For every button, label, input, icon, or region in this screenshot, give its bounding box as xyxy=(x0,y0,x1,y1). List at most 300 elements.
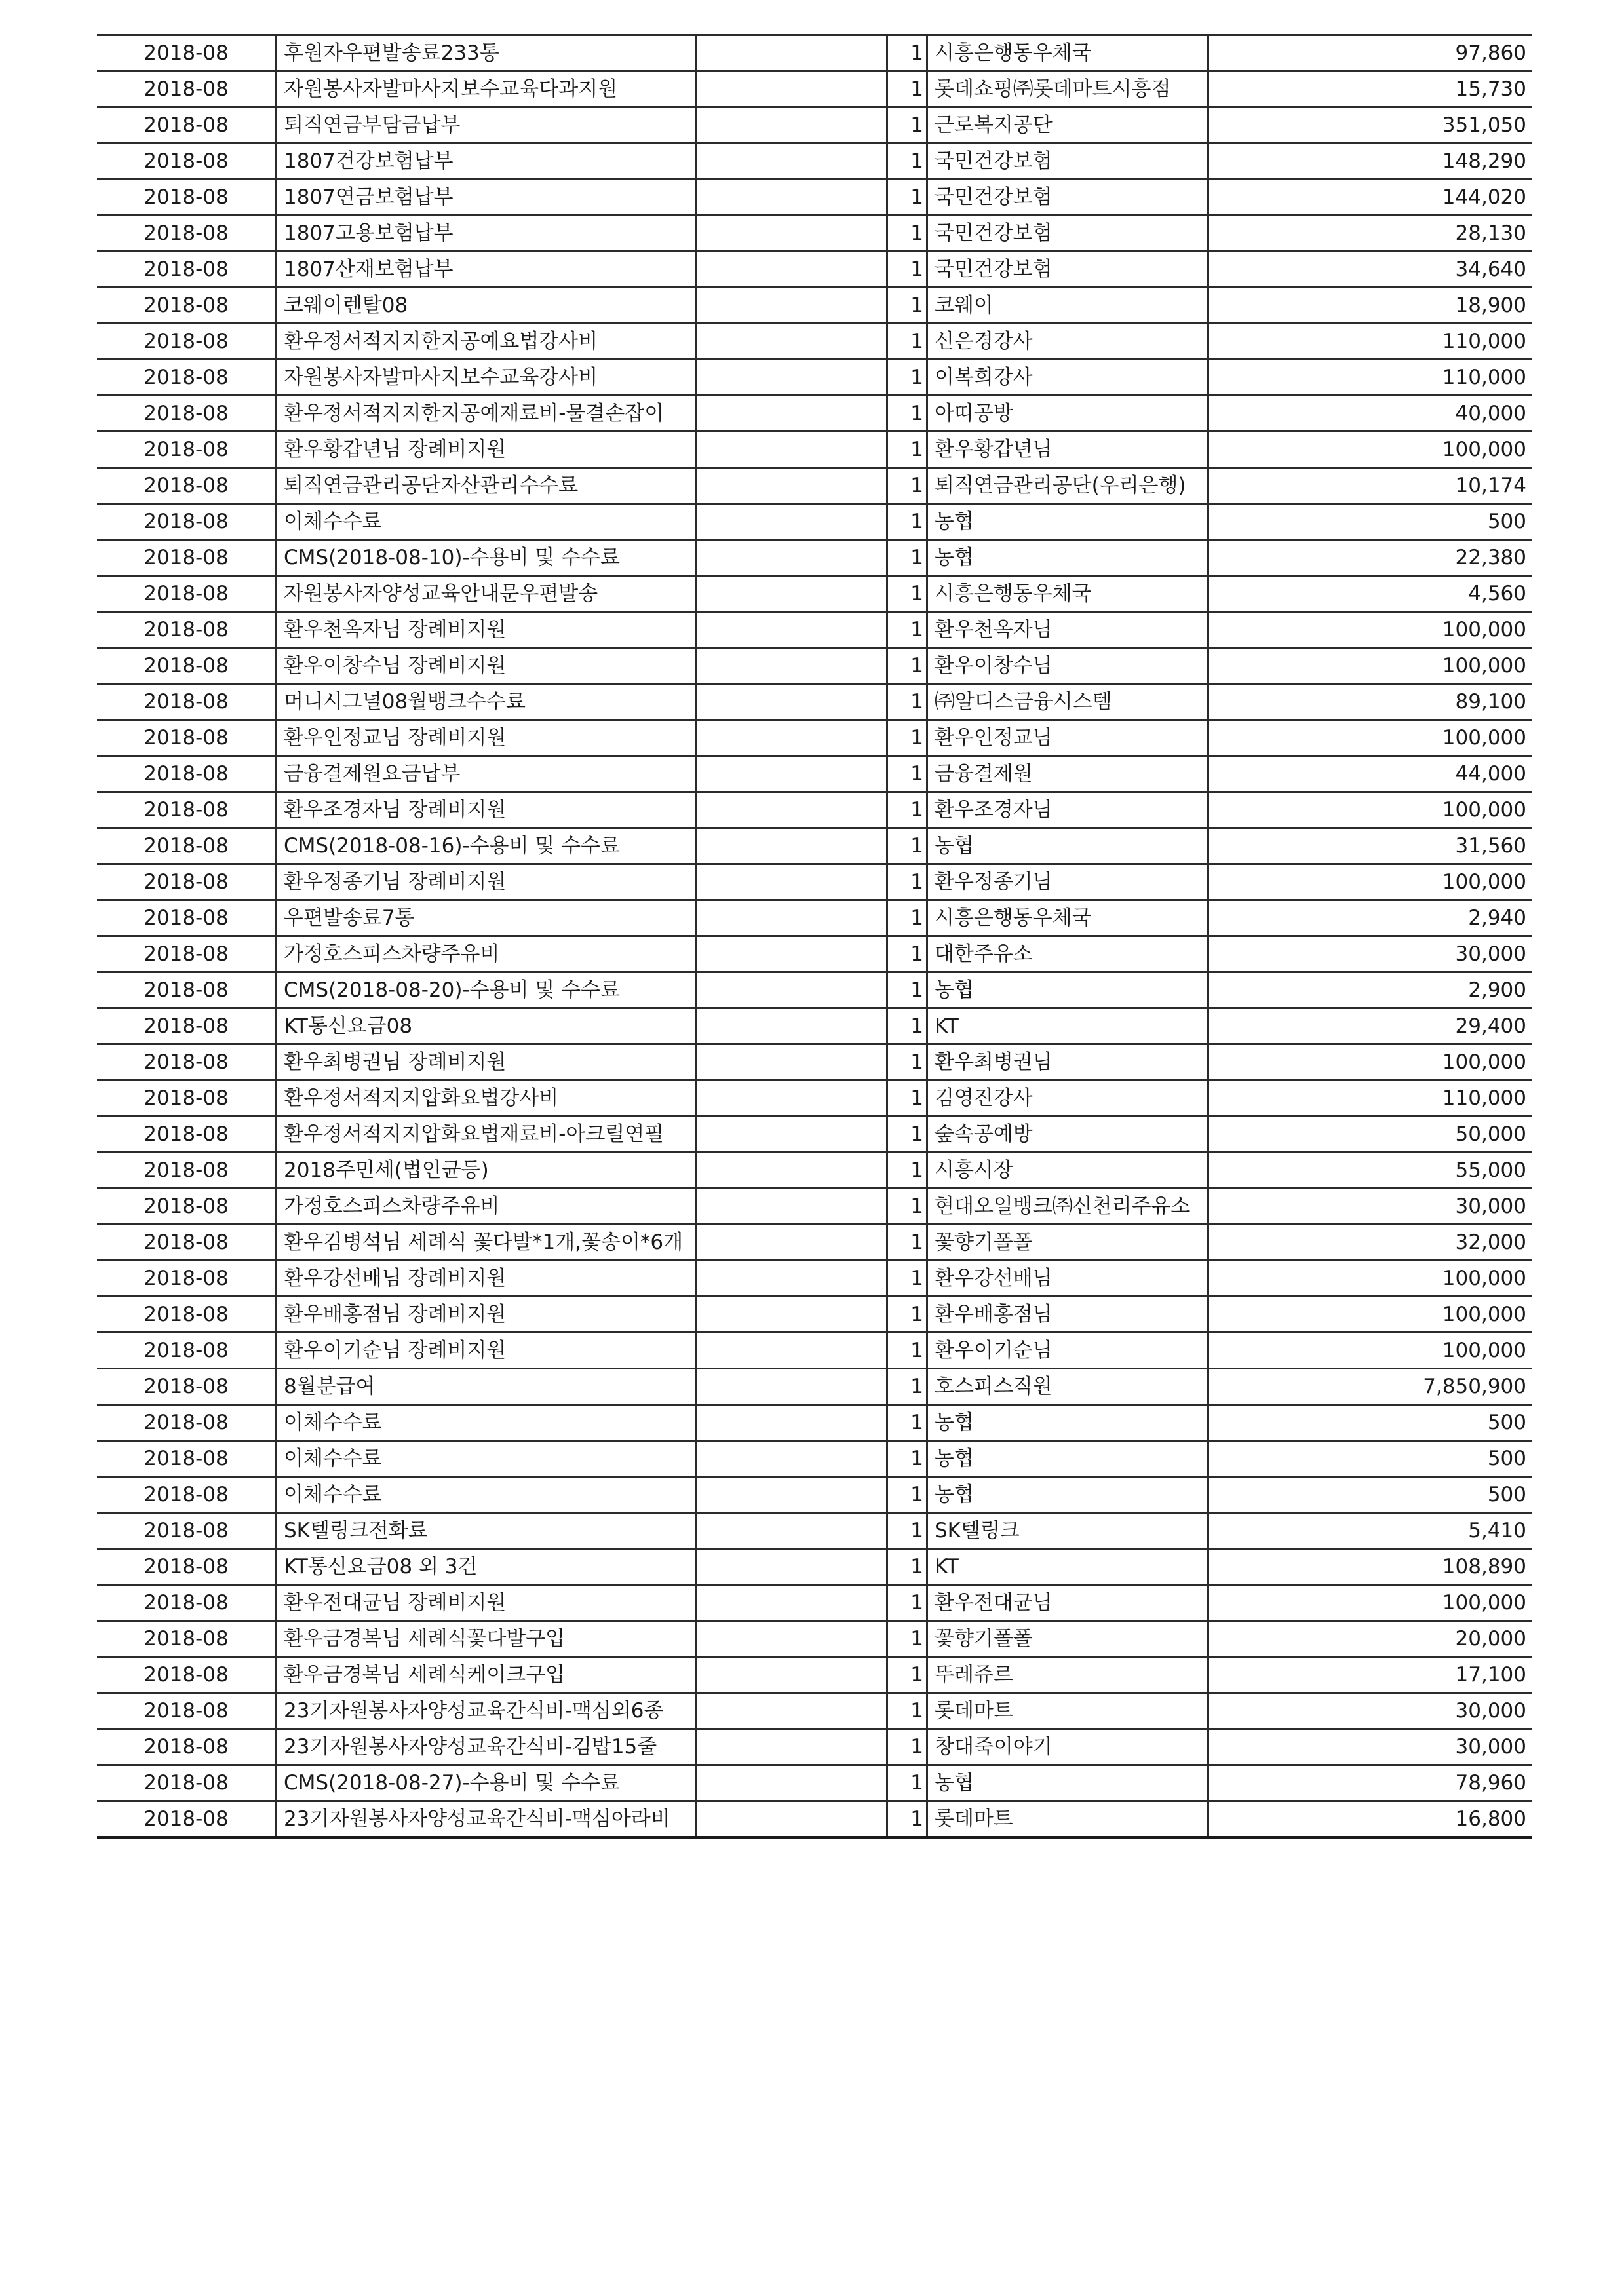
blank-cell xyxy=(697,1693,887,1729)
blank-cell xyxy=(697,1513,887,1549)
blank-cell xyxy=(697,1369,887,1405)
description-cell: 이체수수료 xyxy=(277,504,697,540)
quantity-cell: 1 xyxy=(887,1117,927,1153)
date-cell: 2018-08 xyxy=(97,576,277,612)
description-cell: 23기자원봉사자양성교육간식비-맥심외6종 xyxy=(277,1693,697,1729)
blank-cell xyxy=(697,71,887,107)
amount-cell: 2,940 xyxy=(1208,900,1532,936)
amount-cell: 34,640 xyxy=(1208,252,1532,288)
payee-cell: 롯데마트 xyxy=(927,1693,1208,1729)
table-row xyxy=(97,792,1532,828)
blank-cell xyxy=(697,648,887,684)
table-row xyxy=(97,324,1532,360)
table-row xyxy=(97,1044,1532,1081)
table-row xyxy=(97,432,1532,468)
quantity-cell: 1 xyxy=(887,180,927,216)
description-cell: 금융결제원요금납부 xyxy=(277,756,697,792)
description-cell: 자원봉사자발마사지보수교육다과지원 xyxy=(277,71,697,107)
blank-cell xyxy=(697,1297,887,1333)
date-cell: 2018-08 xyxy=(97,1008,277,1044)
payee-cell: 근로복지공단 xyxy=(927,107,1208,144)
date-cell: 2018-08 xyxy=(97,792,277,828)
description-cell: 환우조경자님 장례비지원 xyxy=(277,792,697,828)
date-cell: 2018-08 xyxy=(97,756,277,792)
date-cell: 2018-08 xyxy=(97,1621,277,1657)
payee-cell: 환우이기순님 xyxy=(927,1333,1208,1369)
quantity-cell: 1 xyxy=(887,792,927,828)
blank-cell xyxy=(697,216,887,252)
blank-cell xyxy=(697,1008,887,1044)
table-row xyxy=(97,288,1532,324)
quantity-cell: 1 xyxy=(887,612,927,648)
quantity-cell: 1 xyxy=(887,720,927,756)
date-cell: 2018-08 xyxy=(97,1549,277,1585)
quantity-cell: 1 xyxy=(887,1008,927,1044)
date-cell: 2018-08 xyxy=(97,1153,277,1189)
date-cell: 2018-08 xyxy=(97,1297,277,1333)
blank-cell xyxy=(697,1549,887,1585)
amount-cell: 97,860 xyxy=(1208,35,1532,71)
blank-cell xyxy=(697,612,887,648)
table-row xyxy=(97,144,1532,180)
amount-cell: 16,800 xyxy=(1208,1801,1532,1838)
description-cell: 1807연금보험납부 xyxy=(277,180,697,216)
payee-cell: 국민건강보험 xyxy=(927,252,1208,288)
payee-cell: ㈜알디스금융시스템 xyxy=(927,684,1208,720)
amount-cell: 4,560 xyxy=(1208,576,1532,612)
amount-cell: 110,000 xyxy=(1208,1081,1532,1117)
payee-cell: SK텔링크 xyxy=(927,1513,1208,1549)
table-row xyxy=(97,396,1532,432)
description-cell: 퇴직연금부담금납부 xyxy=(277,107,697,144)
payee-cell: 환우인정교님 xyxy=(927,720,1208,756)
date-cell: 2018-08 xyxy=(97,216,277,252)
blank-cell xyxy=(697,468,887,504)
quantity-cell: 1 xyxy=(887,71,927,107)
payee-cell: 롯데마트 xyxy=(927,1801,1208,1838)
quantity-cell: 1 xyxy=(887,432,927,468)
description-cell: 이체수수료 xyxy=(277,1477,697,1513)
blank-cell xyxy=(697,180,887,216)
date-cell: 2018-08 xyxy=(97,1729,277,1765)
blank-cell xyxy=(697,107,887,144)
amount-cell: 144,020 xyxy=(1208,180,1532,216)
quantity-cell: 1 xyxy=(887,1297,927,1333)
date-cell: 2018-08 xyxy=(97,1441,277,1477)
quantity-cell: 1 xyxy=(887,936,927,972)
date-cell: 2018-08 xyxy=(97,252,277,288)
quantity-cell: 1 xyxy=(887,144,927,180)
quantity-cell: 1 xyxy=(887,864,927,900)
quantity-cell: 1 xyxy=(887,972,927,1008)
quantity-cell: 1 xyxy=(887,396,927,432)
table-row xyxy=(97,1801,1532,1838)
amount-cell: 110,000 xyxy=(1208,324,1532,360)
amount-cell: 500 xyxy=(1208,1477,1532,1513)
description-cell: KT통신요금08 외 3건 xyxy=(277,1549,697,1585)
quantity-cell: 1 xyxy=(887,576,927,612)
payee-cell: 환우배홍점님 xyxy=(927,1297,1208,1333)
date-cell: 2018-08 xyxy=(97,1261,277,1297)
payee-cell: 농협 xyxy=(927,1765,1208,1801)
table-row xyxy=(97,71,1532,107)
quantity-cell: 1 xyxy=(887,648,927,684)
quantity-cell: 1 xyxy=(887,900,927,936)
description-cell: 퇴직연금관리공단자산관리수수료 xyxy=(277,468,697,504)
payee-cell: 국민건강보험 xyxy=(927,144,1208,180)
date-cell: 2018-08 xyxy=(97,1765,277,1801)
description-cell: CMS(2018-08-20)-수용비 및 수수료 xyxy=(277,972,697,1008)
expense-ledger-table xyxy=(97,34,1532,1839)
table-row xyxy=(97,1261,1532,1297)
payee-cell: 농협 xyxy=(927,972,1208,1008)
amount-cell: 100,000 xyxy=(1208,792,1532,828)
table-row xyxy=(97,576,1532,612)
date-cell: 2018-08 xyxy=(97,828,277,864)
date-cell: 2018-08 xyxy=(97,144,277,180)
description-cell: 환우전대균님 장례비지원 xyxy=(277,1585,697,1621)
table-row xyxy=(97,612,1532,648)
description-cell: 이체수수료 xyxy=(277,1405,697,1441)
blank-cell xyxy=(697,540,887,576)
table-row xyxy=(97,216,1532,252)
table-row xyxy=(97,468,1532,504)
blank-cell xyxy=(697,1117,887,1153)
description-cell: 환우정서적지지압화요법재료비-아크릴연필 xyxy=(277,1117,697,1153)
blank-cell xyxy=(697,972,887,1008)
description-cell: 환우정서적지지압화요법강사비 xyxy=(277,1081,697,1117)
payee-cell: 농협 xyxy=(927,828,1208,864)
payee-cell: 환우조경자님 xyxy=(927,792,1208,828)
description-cell: KT통신요금08 xyxy=(277,1008,697,1044)
blank-cell xyxy=(697,1477,887,1513)
payee-cell: 환우강선배님 xyxy=(927,1261,1208,1297)
payee-cell: 시흥은행동우체국 xyxy=(927,35,1208,71)
description-cell: 가정호스피스차량주유비 xyxy=(277,1189,697,1225)
table-row xyxy=(97,1513,1532,1549)
description-cell: CMS(2018-08-16)-수용비 및 수수료 xyxy=(277,828,697,864)
description-cell: 우편발송료7통 xyxy=(277,900,697,936)
date-cell: 2018-08 xyxy=(97,900,277,936)
amount-cell: 500 xyxy=(1208,1441,1532,1477)
amount-cell: 89,100 xyxy=(1208,684,1532,720)
table-row xyxy=(97,1657,1532,1693)
quantity-cell: 1 xyxy=(887,756,927,792)
description-cell: 자원봉사자양성교육안내문우편발송 xyxy=(277,576,697,612)
table-row xyxy=(97,1477,1532,1513)
table-row xyxy=(97,1621,1532,1657)
blank-cell xyxy=(697,576,887,612)
blank-cell xyxy=(697,504,887,540)
payee-cell: 농협 xyxy=(927,1477,1208,1513)
table-row xyxy=(97,972,1532,1008)
table-row xyxy=(97,648,1532,684)
description-cell: 환우정서적지지한지공예요법강사비 xyxy=(277,324,697,360)
blank-cell xyxy=(697,1405,887,1441)
amount-cell: 100,000 xyxy=(1208,612,1532,648)
blank-cell xyxy=(697,1044,887,1081)
quantity-cell: 1 xyxy=(887,360,927,396)
date-cell: 2018-08 xyxy=(97,1513,277,1549)
blank-cell xyxy=(697,936,887,972)
quantity-cell: 1 xyxy=(887,1513,927,1549)
amount-cell: 100,000 xyxy=(1208,432,1532,468)
blank-cell xyxy=(697,864,887,900)
table-row xyxy=(97,1693,1532,1729)
amount-cell: 15,730 xyxy=(1208,71,1532,107)
table-row xyxy=(97,360,1532,396)
quantity-cell: 1 xyxy=(887,1657,927,1693)
payee-cell: 금융결제원 xyxy=(927,756,1208,792)
quantity-cell: 1 xyxy=(887,1441,927,1477)
description-cell: 1807건강보험납부 xyxy=(277,144,697,180)
blank-cell xyxy=(697,1729,887,1765)
amount-cell: 30,000 xyxy=(1208,936,1532,972)
description-cell: 환우금경복님 세례식꽃다발구입 xyxy=(277,1621,697,1657)
amount-cell: 351,050 xyxy=(1208,107,1532,144)
amount-cell: 17,100 xyxy=(1208,1657,1532,1693)
quantity-cell: 1 xyxy=(887,1225,927,1261)
payee-cell: 아띠공방 xyxy=(927,396,1208,432)
table-row xyxy=(97,936,1532,972)
date-cell: 2018-08 xyxy=(97,1117,277,1153)
amount-cell: 20,000 xyxy=(1208,1621,1532,1657)
blank-cell xyxy=(697,684,887,720)
payee-cell: 시흥은행동우체국 xyxy=(927,900,1208,936)
date-cell: 2018-08 xyxy=(97,1333,277,1369)
payee-cell: 창대죽이야기 xyxy=(927,1729,1208,1765)
table-row xyxy=(97,107,1532,144)
date-cell: 2018-08 xyxy=(97,972,277,1008)
date-cell: 2018-08 xyxy=(97,720,277,756)
payee-cell: 롯데쇼핑㈜롯데마트시흥점 xyxy=(927,71,1208,107)
payee-cell: 숲속공예방 xyxy=(927,1117,1208,1153)
quantity-cell: 1 xyxy=(887,216,927,252)
payee-cell: 국민건강보험 xyxy=(927,180,1208,216)
amount-cell: 148,290 xyxy=(1208,144,1532,180)
description-cell: 환우이창수님 장례비지원 xyxy=(277,648,697,684)
blank-cell xyxy=(697,1333,887,1369)
table-row xyxy=(97,1405,1532,1441)
quantity-cell: 1 xyxy=(887,1549,927,1585)
amount-cell: 100,000 xyxy=(1208,648,1532,684)
amount-cell: 30,000 xyxy=(1208,1189,1532,1225)
amount-cell: 2,900 xyxy=(1208,972,1532,1008)
blank-cell xyxy=(697,1261,887,1297)
amount-cell: 22,380 xyxy=(1208,540,1532,576)
amount-cell: 40,000 xyxy=(1208,396,1532,432)
table-row xyxy=(97,900,1532,936)
date-cell: 2018-08 xyxy=(97,35,277,71)
table-row xyxy=(97,35,1532,71)
blank-cell xyxy=(697,360,887,396)
date-cell: 2018-08 xyxy=(97,432,277,468)
blank-cell xyxy=(697,288,887,324)
payee-cell: 농협 xyxy=(927,1441,1208,1477)
amount-cell: 44,000 xyxy=(1208,756,1532,792)
amount-cell: 31,560 xyxy=(1208,828,1532,864)
quantity-cell: 1 xyxy=(887,1081,927,1117)
payee-cell: 꽃향기폴폴 xyxy=(927,1621,1208,1657)
quantity-cell: 1 xyxy=(887,1044,927,1081)
date-cell: 2018-08 xyxy=(97,504,277,540)
amount-cell: 108,890 xyxy=(1208,1549,1532,1585)
amount-cell: 500 xyxy=(1208,1405,1532,1441)
date-cell: 2018-08 xyxy=(97,1189,277,1225)
description-cell: 환우정서적지지한지공예재료비-물결손잡이 xyxy=(277,396,697,432)
description-cell: 환우황갑년님 장례비지원 xyxy=(277,432,697,468)
amount-cell: 100,000 xyxy=(1208,1297,1532,1333)
quantity-cell: 1 xyxy=(887,540,927,576)
table-row xyxy=(97,1117,1532,1153)
amount-cell: 10,174 xyxy=(1208,468,1532,504)
table-row xyxy=(97,1008,1532,1044)
blank-cell xyxy=(697,396,887,432)
description-cell: 코웨이렌탈08 xyxy=(277,288,697,324)
description-cell: CMS(2018-08-27)-수용비 및 수수료 xyxy=(277,1765,697,1801)
payee-cell: KT xyxy=(927,1008,1208,1044)
payee-cell: 퇴직연금관리공단(우리은행) xyxy=(927,468,1208,504)
blank-cell xyxy=(697,1225,887,1261)
blank-cell xyxy=(697,1441,887,1477)
payee-cell: 환우정종기님 xyxy=(927,864,1208,900)
table-row xyxy=(97,864,1532,900)
quantity-cell: 1 xyxy=(887,468,927,504)
blank-cell xyxy=(697,252,887,288)
date-cell: 2018-08 xyxy=(97,936,277,972)
description-cell: 23기자원봉사자양성교육간식비-맥심아라비 xyxy=(277,1801,697,1838)
blank-cell xyxy=(697,720,887,756)
table-row xyxy=(97,1549,1532,1585)
blank-cell xyxy=(697,1801,887,1838)
date-cell: 2018-08 xyxy=(97,1585,277,1621)
amount-cell: 18,900 xyxy=(1208,288,1532,324)
payee-cell: KT xyxy=(927,1549,1208,1585)
date-cell: 2018-08 xyxy=(97,180,277,216)
blank-cell xyxy=(697,1657,887,1693)
date-cell: 2018-08 xyxy=(97,540,277,576)
quantity-cell: 1 xyxy=(887,1333,927,1369)
table-row xyxy=(97,1081,1532,1117)
payee-cell: 국민건강보험 xyxy=(927,216,1208,252)
description-cell: 환우강선배님 장례비지원 xyxy=(277,1261,697,1297)
table-row xyxy=(97,1765,1532,1801)
blank-cell xyxy=(697,756,887,792)
payee-cell: 뚜레쥬르 xyxy=(927,1657,1208,1693)
date-cell: 2018-08 xyxy=(97,71,277,107)
amount-cell: 100,000 xyxy=(1208,1585,1532,1621)
date-cell: 2018-08 xyxy=(97,684,277,720)
table-row xyxy=(97,828,1532,864)
quantity-cell: 1 xyxy=(887,1693,927,1729)
table-row xyxy=(97,1585,1532,1621)
quantity-cell: 1 xyxy=(887,1585,927,1621)
amount-cell: 32,000 xyxy=(1208,1225,1532,1261)
description-cell: CMS(2018-08-10)-수용비 및 수수료 xyxy=(277,540,697,576)
description-cell: 23기자원봉사자양성교육간식비-김밥15줄 xyxy=(277,1729,697,1765)
table-row xyxy=(97,252,1532,288)
table-row xyxy=(97,756,1532,792)
description-cell: 가정호스피스차량주유비 xyxy=(277,936,697,972)
description-cell: 머니시그널08월뱅크수수료 xyxy=(277,684,697,720)
payee-cell: 농협 xyxy=(927,504,1208,540)
table-row xyxy=(97,1189,1532,1225)
description-cell: 8월분급여 xyxy=(277,1369,697,1405)
description-cell: 환우천옥자님 장례비지원 xyxy=(277,612,697,648)
quantity-cell: 1 xyxy=(887,1153,927,1189)
quantity-cell: 1 xyxy=(887,288,927,324)
blank-cell xyxy=(697,35,887,71)
quantity-cell: 1 xyxy=(887,504,927,540)
table-row xyxy=(97,1729,1532,1765)
quantity-cell: 1 xyxy=(887,828,927,864)
date-cell: 2018-08 xyxy=(97,1801,277,1838)
date-cell: 2018-08 xyxy=(97,648,277,684)
quantity-cell: 1 xyxy=(887,107,927,144)
blank-cell xyxy=(697,144,887,180)
date-cell: 2018-08 xyxy=(97,1477,277,1513)
date-cell: 2018-08 xyxy=(97,1693,277,1729)
quantity-cell: 1 xyxy=(887,1477,927,1513)
amount-cell: 29,400 xyxy=(1208,1008,1532,1044)
payee-cell: 대한주유소 xyxy=(927,936,1208,972)
amount-cell: 100,000 xyxy=(1208,1333,1532,1369)
quantity-cell: 1 xyxy=(887,252,927,288)
table-row xyxy=(97,540,1532,576)
payee-cell: 환우전대균님 xyxy=(927,1585,1208,1621)
blank-cell xyxy=(697,324,887,360)
blank-cell xyxy=(697,828,887,864)
description-cell: 이체수수료 xyxy=(277,1441,697,1477)
amount-cell: 110,000 xyxy=(1208,360,1532,396)
quantity-cell: 1 xyxy=(887,1261,927,1297)
date-cell: 2018-08 xyxy=(97,324,277,360)
payee-cell: 신은경강사 xyxy=(927,324,1208,360)
description-cell: 환우정종기님 장례비지원 xyxy=(277,864,697,900)
date-cell: 2018-08 xyxy=(97,864,277,900)
date-cell: 2018-08 xyxy=(97,468,277,504)
blank-cell xyxy=(697,1765,887,1801)
date-cell: 2018-08 xyxy=(97,1225,277,1261)
payee-cell: 김영진강사 xyxy=(927,1081,1208,1117)
payee-cell: 환우최병권님 xyxy=(927,1044,1208,1081)
description-cell: 환우배홍점님 장례비지원 xyxy=(277,1297,697,1333)
quantity-cell: 1 xyxy=(887,1729,927,1765)
table-row xyxy=(97,1297,1532,1333)
quantity-cell: 1 xyxy=(887,1369,927,1405)
amount-cell: 100,000 xyxy=(1208,1044,1532,1081)
payee-cell: 환우황갑년님 xyxy=(927,432,1208,468)
payee-cell: 코웨이 xyxy=(927,288,1208,324)
description-cell: 환우최병권님 장례비지원 xyxy=(277,1044,697,1081)
blank-cell xyxy=(697,432,887,468)
description-cell: 환우김병석님 세례식 꽃다발*1개,꽃송이*6개 xyxy=(277,1225,697,1261)
ledger-body xyxy=(97,35,1532,1838)
table-row xyxy=(97,1225,1532,1261)
description-cell: 2018주민세(법인균등) xyxy=(277,1153,697,1189)
amount-cell: 30,000 xyxy=(1208,1729,1532,1765)
description-cell: 환우인정교님 장례비지원 xyxy=(277,720,697,756)
description-cell: 후원자우편발송료233통 xyxy=(277,35,697,71)
date-cell: 2018-08 xyxy=(97,612,277,648)
quantity-cell: 1 xyxy=(887,1765,927,1801)
amount-cell: 100,000 xyxy=(1208,1261,1532,1297)
amount-cell: 78,960 xyxy=(1208,1765,1532,1801)
blank-cell xyxy=(697,1153,887,1189)
description-cell: 환우금경복님 세례식케이크구입 xyxy=(277,1657,697,1693)
quantity-cell: 1 xyxy=(887,324,927,360)
quantity-cell: 1 xyxy=(887,1621,927,1657)
